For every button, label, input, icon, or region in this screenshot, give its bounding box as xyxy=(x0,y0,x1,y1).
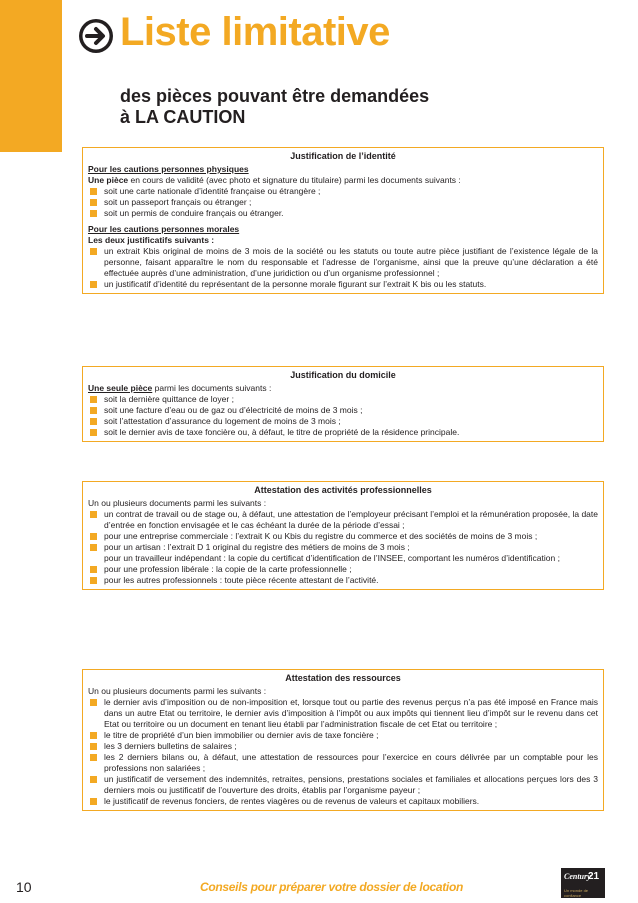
list-item: un justificatif de versement des indemnités, retraites, pensions, prestations sociales et familiales et allocations perçues lors des 3 derniers mois ou justificatif de l’ouverture des droits, établis par l’organisme payeur ; xyxy=(88,774,598,796)
phys-list xyxy=(88,186,598,219)
list-item: un justificatif d’identité du représentant de la personne morale figurant sur l’extrait K bis ou les statuts. xyxy=(88,279,598,290)
list-item: pour une profession libérale : la copie de la carte professionnelle ; xyxy=(88,564,598,575)
list-item xyxy=(88,542,598,564)
mor-list xyxy=(88,246,598,290)
list-item: soit un permis de conduire français ou étranger. xyxy=(88,208,598,219)
page-title: Liste limitative xyxy=(120,10,390,54)
side-accent-bar xyxy=(0,0,62,152)
activites-title: Attestation des activités professionnelles xyxy=(254,485,432,495)
identite-section xyxy=(82,147,604,294)
logo-tagline: Un monde de confiance xyxy=(564,888,589,898)
list-item: pour une entreprise commerciale : l’extrait K ou Kbis du registre du commerce et des sociétés de moins de 3 mois ; xyxy=(88,531,598,542)
phys-intro-bold: Une pièce xyxy=(88,175,129,185)
logo-wordmark: Century xyxy=(564,872,591,881)
subtitle-line-2: à LA CAUTION xyxy=(120,107,246,127)
phys-intro xyxy=(88,175,598,186)
domicile-intro-rest: parmi les documents suivants : xyxy=(152,383,272,393)
subtitle-line-1: des pièces pouvant être demandées xyxy=(120,86,430,106)
domicile-list xyxy=(88,394,598,438)
list-item: le dernier avis d’imposition ou de non-imposition et, lorsque tout ou partie des revenus perçus n’a pas été imposé en France mais dans un autre Etat ou territoire, le dernier avis d’imposition à l’impôt ou aux impôts qui tiennent lieu d’impôt sur le revenu dans cet Etat ou territoire ou un document en tenant lieu établi par l’administration fiscale de cet Etat ou territoire ; xyxy=(88,697,598,730)
list-item: soit la dernière quittance de loyer ; xyxy=(88,394,598,405)
list-item: soit une carte nationale d’identité française ou étrangère ; xyxy=(88,186,598,197)
domicile-intro-bold: Une seule pièce xyxy=(88,383,153,393)
mor-heading: Pour les cautions personnes morales xyxy=(88,224,240,234)
list-item: pour les autres professionnels : toute pièce récente attestant de l’activité. xyxy=(88,575,598,586)
list-item: un extrait Kbis original de moins de 3 mois de la société ou les statuts ou toute autre pièce justifiant de l’existence légale de la personne, faisant apparaître le nom du responsable et l’adresse de l’organisme, ainsi que la preuve qu’une déclaration a été effectuée auprès d’une administration, d’une juridiction ou d’un organisme professionnel ; xyxy=(88,246,598,279)
list-item: un contrat de travail ou de stage ou, à défaut, une attestation de l’employeur précisant l’emploi et la rémunération proposée, la date d’entrée en fonction envisagée et le cas échéant la durée de la période d’essai ; xyxy=(88,509,598,531)
list-item: soit un passeport français ou étranger ; xyxy=(88,197,598,208)
mor-intro: Les deux justificatifs suivants : xyxy=(88,235,215,245)
ressources-intro: Un ou plusieurs documents parmi les suivants : xyxy=(88,686,267,696)
list-item: soit l’attestation d’assurance du logement de moins de 3 mois ; xyxy=(88,416,598,427)
phys-heading: Pour les cautions personnes physiques xyxy=(88,164,249,174)
list-item: soit une facture d’eau ou de gaz ou d’électricité de moins de 3 mois ; xyxy=(88,405,598,416)
logo-number: 21 xyxy=(588,871,600,882)
footer-title: Conseils pour préparer votre dossier de location xyxy=(200,880,464,894)
list-item: soit le dernier avis de taxe foncière ou, à défaut, le titre de propriété de la résidence principale. xyxy=(88,427,598,438)
list-item-line: pour un travailleur indépendant : la copie du certificat d’identification de l’INSEE, comportant les numéros d’identification ; xyxy=(104,553,560,563)
list-item: le justificatif de revenus fonciers, de rentes viagères ou de revenus de valeurs et capitaux mobiliers. xyxy=(88,796,598,807)
ressources-section xyxy=(82,669,604,811)
domicile-intro xyxy=(88,383,598,394)
ressources-title: Attestation des ressources xyxy=(285,673,401,683)
phys-intro-rest: en cours de validité (avec photo et signature du titulaire) parmi les documents suivants : xyxy=(128,175,461,185)
list-item: les 2 derniers bilans ou, à défaut, une attestation de ressources pour l’exercice en cours délivrée par un comptable pour les professions non salariées ; xyxy=(88,752,598,774)
domicile-title: Justification du domicile xyxy=(290,370,396,380)
list-item-line: pour un artisan : l’extrait D 1 original du registre des métiers de moins de 3 mois ; xyxy=(104,542,410,552)
activites-intro: Un ou plusieurs documents parmi les suivants : xyxy=(88,498,267,508)
identite-title: Justification de l’identité xyxy=(290,151,396,161)
ressources-list xyxy=(88,697,598,807)
list-item: les 3 derniers bulletins de salaires ; xyxy=(88,741,598,752)
page-subtitle xyxy=(120,86,429,128)
activites-section xyxy=(82,481,604,590)
page-number: 10 xyxy=(16,879,32,895)
list-item: le titre de propriété d’un bien immobilier ou dernier avis de taxe foncière ; xyxy=(88,730,598,741)
activites-list xyxy=(88,509,598,586)
century21-logo xyxy=(561,868,605,898)
domicile-section xyxy=(82,366,604,442)
arrow-right-circle-icon xyxy=(78,18,114,54)
